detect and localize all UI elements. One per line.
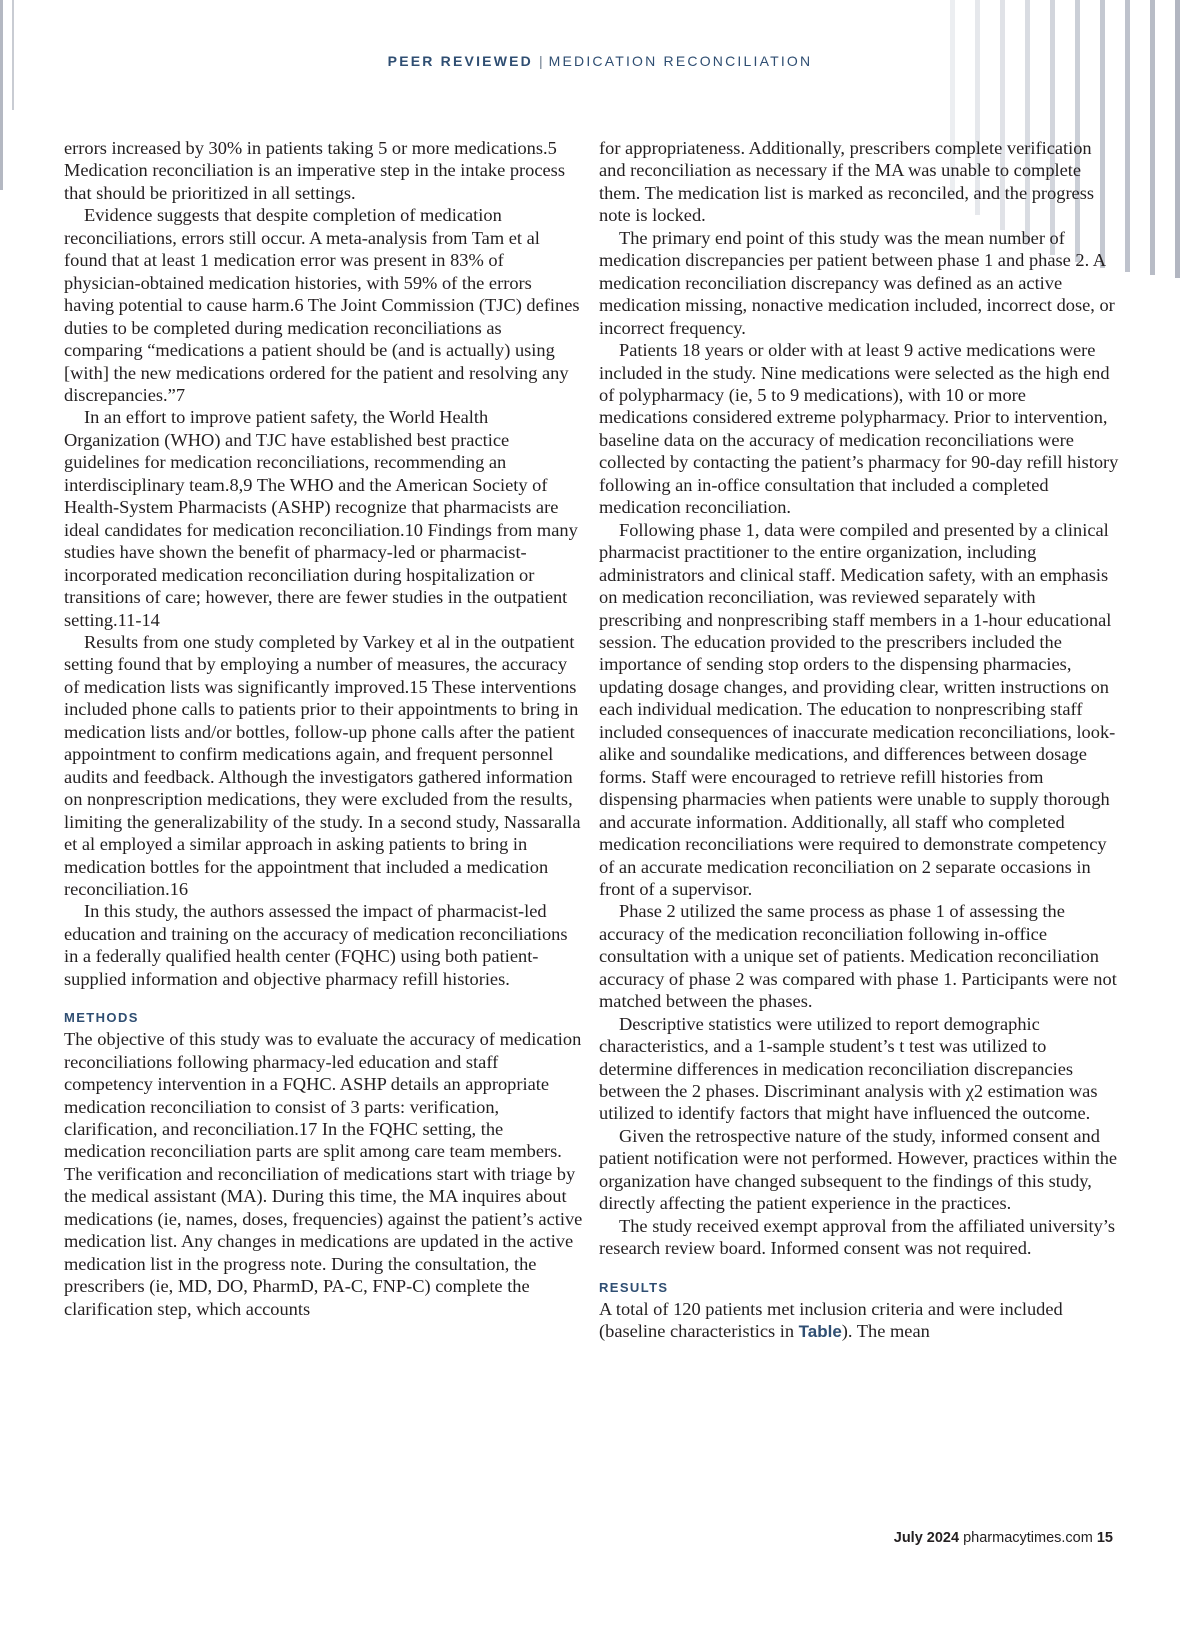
footer-site: pharmacytimes.com: [963, 1530, 1093, 1546]
right-paragraph-4: Following phase 1, data were compiled and presented by a clinical pharmacist practitioner to the entire organization, including administrators and clinical staff. Medication safety, with an emphasis on medication reconciliation, was reviewed separately with prescribing and nonprescribing staff members in a 1-hour educational session. The education provided to the prescribers included the importance of sending stop orders to the dispensing pharmacies, updating dosage changes, and providing clear, written instructions on each individual medication. The education to nonprescribing staff included consequences of inaccurate medication reconciliations, look-alike and soundalike medications, and differences between dosage forms. Staff were encouraged to retrieve refill histories from dispensing pharmacies when patients were unable to supply thorough and accurate information. Additionally, all staff who completed medication reconciliations were required to demonstrate competency of an accurate medication reconciliation on 2 separate occasions in front of a supervisor.: [599, 519, 1116, 899]
left-column: [64, 137, 584, 1320]
left-paragraph-3: In an effort to improve patient safety, the World Health Organization (WHO) and TJC have established best practice guidelines for medication reconciliations, recommending an interdisciplinary team.8,9 The WHO and the American Society of Health-System Pharmacists (ASHP) recognize that pharmacists are ideal candidates for medication reconciliation.10 Findings from many studies have shown the benefit of pharmacy-led or pharmacist-incorporated medication reconciliation during hospitalization or transitions of care; however, there are fewer studies in the outpatient setting.11-14: [64, 407, 578, 630]
results-paragraph-1: [599, 1298, 1119, 1344]
results-text-after: ). The mean: [841, 1321, 930, 1342]
running-header: [0, 53, 1200, 69]
right-paragraph-6: Descriptive statistics were utilized to report demographic characteristics, and a 1-sample student’s t test was utilized to determine differences in medication reconciliation discrepancies between the 2 phases. Discriminant analysis with χ2 estimation was utilized to identify factors that might have influenced the outcome.: [599, 1013, 1098, 1124]
left-paragraph-5: In this study, the authors assessed the impact of pharmacist-led education and training on the accuracy of medication reconciliations in a federally qualified health center (FQHC) using both patient-supplied information and objective pharmacy refill histories.: [64, 901, 568, 989]
left-paragraph-1: errors increased by 30% in patients taking 5 or more medications.5 Medication reconciliation is an imperative step in the intake process that should be prioritized in all settings.: [64, 138, 565, 203]
table-reference-link[interactable]: Table: [798, 1322, 842, 1342]
header-kicker: PEER REVIEWED: [387, 53, 533, 69]
page-number: 15: [1096, 1530, 1113, 1546]
right-paragraph-8: The study received exempt approval from the affiliated university’s research review board. Informed consent was not required.: [599, 1215, 1116, 1259]
right-column: [599, 137, 1119, 1344]
right-paragraph-7: Given the retrospective nature of the study, informed consent and patient notification were not performed. However, practices within the organization have changed subsequent to the findings of this study, directly affecting the patient experience in the practices.: [599, 1125, 1118, 1214]
right-paragraph-1: for appropriateness. Additionally, prescribers complete verification and reconciliation as necessary if the MA was unable to complete them. The medication list is marked as reconciled, and the progress note is locked.: [599, 138, 1095, 226]
results-text-before: A total of 120 patients met inclusion criteria and were included (baseline characteristics in: [599, 1298, 1063, 1342]
header-section: MEDICATION RECONCILIATION: [548, 53, 813, 69]
left-paragraph-4: Results from one study completed by Varkey et al in the outpatient setting found that by employing a number of measures, the accuracy of medication lists was significantly improved.15 These interventions included phone calls to patients prior to their appointments to bring in medication lists and/or bottles, follow-up phone calls after the patient appointment to confirm medications again, and frequent personnel audits and feedback. Although the investigators gathered information on nonprescription medications, they were excluded from the results, limiting the generalizability of the study. In a second study, Nassaralla et al employed a similar approach in asking patients to bring in medication bottles for the appointment that included a medication reconciliation.16: [64, 631, 581, 899]
right-paragraph-2: The primary end point of this study was the mean number of medication discrepancies per patient between phase 1 and phase 2. A medication reconciliation discrepancy was defined as an active medication missing, nonactive medication included, incorrect dose, or incorrect frequency.: [599, 227, 1115, 338]
results-heading: RESULTS: [599, 1279, 669, 1295]
right-paragraph-3: Patients 18 years or older with at least 9 active medications were included in the study. Nine medications were selected as the high end of polypharmacy (ie, 5 to 9 medications), with 10 or more medications considered extreme polypharmacy. Prior to intervention, baseline data on the accuracy of medication reconciliations were collected by contacting the patient’s pharmacy for 90-day refill history following an in-office consultation that included a completed medication reconciliation.: [599, 340, 1119, 518]
footer-date: July 2024: [893, 1530, 960, 1546]
methods-paragraph-1: The objective of this study was to evaluate the accuracy of medication reconciliations following pharmacy-led education and staff competency intervention in a FQHC. ASHP details an appropriate medication reconciliation to consist of 3 parts: verification, clarification, and reconciliation.17 In the FQHC setting, the medication reconciliation parts are split among care team members. The verification and reconciliation of medications start with triage by the medical assistant (MA). During this time, the MA inquires about medications (ie, names, doses, frequencies) against the patient’s active medication list. Any changes in medications are updated in the active medication list in the progress note. During the consultation, the prescribers (ie, MD, DO, PharmD, PA-C, FNP-C) complete the clarification step, which accounts: [64, 1029, 583, 1319]
decorative-stripes-left: [0, 0, 40, 200]
header-separator: |: [538, 53, 543, 69]
page-footer: [894, 1530, 1113, 1546]
right-paragraph-5: Phase 2 utilized the same process as phase 1 of assessing the accuracy of the medication reconciliation following in-office consultation with a unique set of patients. Medication reconciliation accuracy of phase 2 was compared with phase 1. Participants were not matched between the phases.: [599, 901, 1117, 1012]
methods-heading: METHODS: [64, 1010, 139, 1026]
left-paragraph-2: Evidence suggests that despite completion of medication reconciliations, errors still occur. A meta-analysis from Tam et al found that at least 1 medication error was present in 83% of physician-obtained medication histories, with 59% of the errors having potential to cause harm.6 The Joint Commission (TJC) defines duties to be completed during medication reconciliations as comparing “medications a patient should be (and is actually) using [with] the new medications ordered for the patient and resolving any discrepancies.”7: [64, 205, 580, 405]
